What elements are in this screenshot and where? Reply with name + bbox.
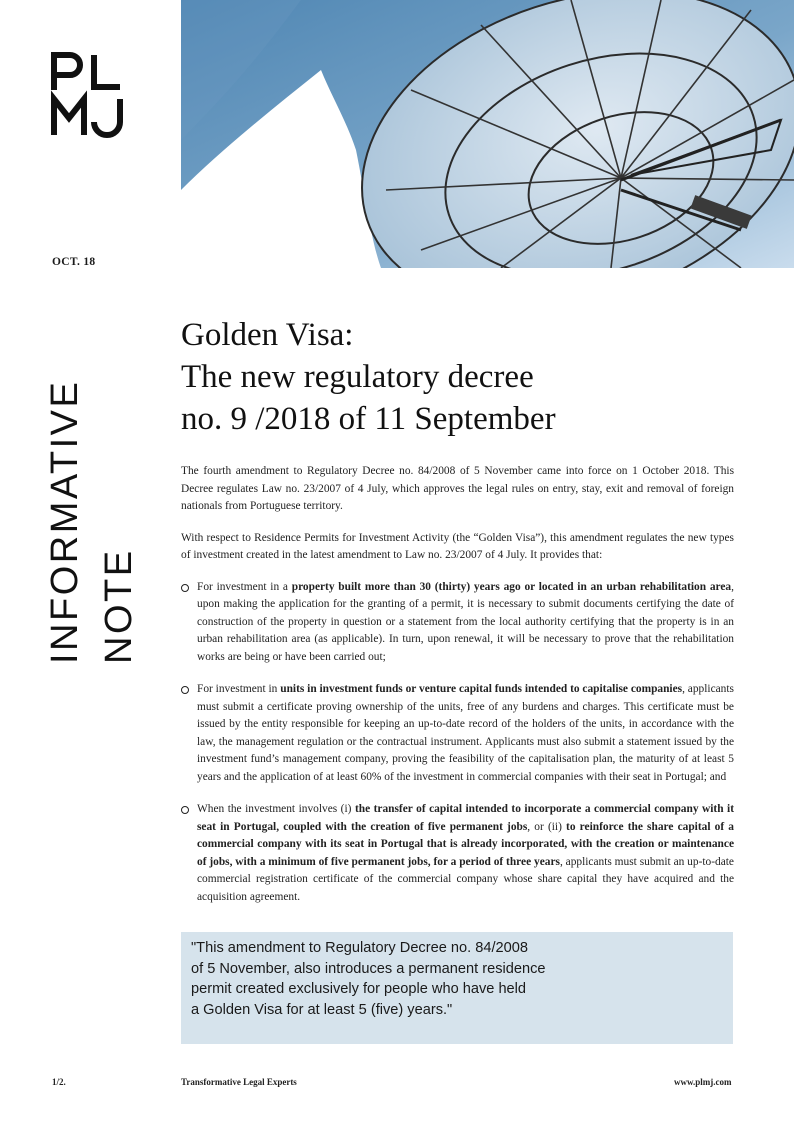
title-line2: The new regulatory decree: [181, 359, 534, 395]
provisions-list: [181, 579, 734, 907]
bullet-icon: [181, 584, 189, 592]
footer-website-link[interactable]: www.plmj.com: [674, 1077, 732, 1087]
title-line3: no. 9 /2018 of 11 September: [181, 401, 556, 437]
plmj-logo: [50, 50, 132, 138]
quote-line2: of 5 November, also introduces a permanent residence: [191, 960, 546, 977]
intro-paragraph: The fourth amendment to Regulatory Decree no. 84/2008 of 5 November came into force on 1 October 2018. This Decree regulates Law no. 23/2007 of 4 July, which approves the legal rules on entry, stay, exit and removal of foreign nationals from Portuguese territory.: [181, 465, 734, 512]
document-type-line1: INFORMATIVE: [44, 379, 86, 664]
footer-tagline: Transformative Legal Experts: [181, 1077, 297, 1087]
quote-line1: "This amendment to Regulatory Decree no. 84/2008: [191, 940, 528, 956]
bullet-icon: [181, 806, 189, 814]
list-item: For investment in a property built more than 30 (thirty) years ago or located in an urban rehabilitation area, upon making the application for the granting of a permit, it is necessary to submit documents certifying the date of construction of the property in question or a statement from the local authority certifying that the property is in an urban rehabilitation area (as applicable). In turn, upon renewal, it will be necessary to prove that the rehabilitation works are being or have been carried out;: [181, 579, 734, 667]
title-line1: Golden Visa:: [181, 317, 354, 353]
document-type-label: [43, 318, 143, 664]
bullet-icon: [181, 686, 189, 694]
document-type-line2: NOTE: [98, 548, 140, 664]
publication-date: OCT. 18: [52, 256, 96, 268]
hero-image: [181, 0, 794, 268]
lead-paragraph: With respect to Residence Permits for Investment Activity (the “Golden Visa”), this amendment regulates the new types of investment created in the latest amendment to Law no. 23/2007 of 4 July. It provides that:: [181, 531, 734, 561]
quote-line3: permit created exclusively for people who have held: [191, 981, 527, 997]
list-item: For investment in units in investment funds or venture capital funds intended to capitalise companies, applicants must submit a certificate proving ownership of the units, free of any burdens and charges. This certificate must be issued by the entity responsible for keeping an up-to-date record of the holders of the units, in accordance with the law, the management regulation or the contractual instrument. Applicants must also submit a statement issued by the investment fund’s management company, proving the feasibility of the capitalisation plan, the maturity of at least 5 years and the application of at least 60% of the investment in commercial companies with their seat in Portugal; and: [181, 681, 734, 786]
article-body: [181, 463, 734, 921]
page-number: 1/2.: [52, 1077, 66, 1087]
page-title: [181, 314, 741, 440]
pull-quote: [181, 932, 733, 1044]
list-item: When the investment involves (i) the transfer of capital intended to incorporate a commercial company with it seat in Portugal, coupled with the creation of five permanent jobs, or (ii) to reinforce the share capital of a commercial company with its seat in Portugal that is already incorporated, with the creation or maintenance of jobs, with a minimum of five permanent jobs, for a period of three years, applicants must submit an up-to-date commercial registration certificate of the commercial company whose share capital they have acquired and the acquisition agreement.: [181, 801, 734, 906]
quote-line4: a Golden Visa for at least 5 (five) years.": [191, 1001, 453, 1018]
